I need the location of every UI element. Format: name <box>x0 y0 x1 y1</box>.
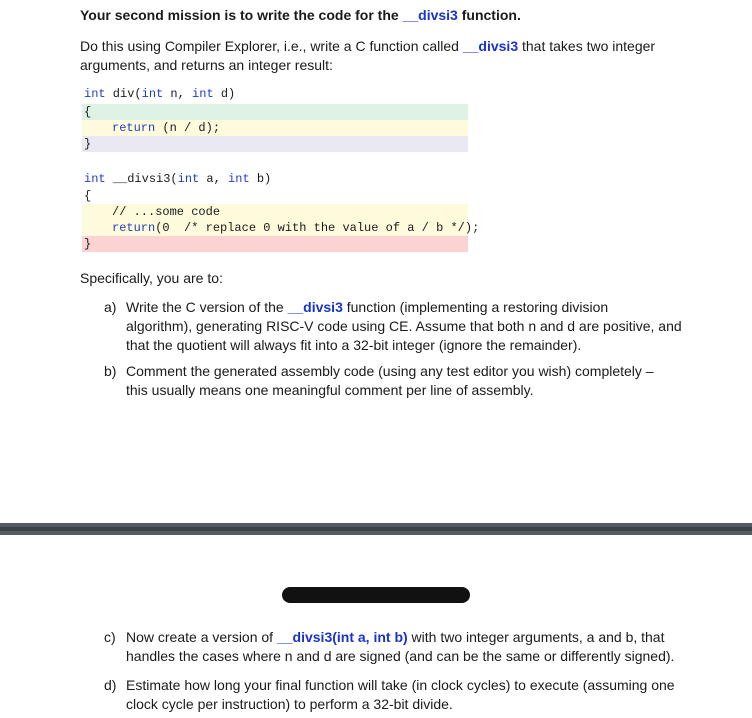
code-text: a, <box>199 172 229 186</box>
item-text: function (implementing a restoring division <box>342 299 609 315</box>
intro-line-1 <box>80 37 655 56</box>
code-text: (n / d); <box>155 121 221 135</box>
code-band-green <box>82 104 468 120</box>
list-item-label: a) <box>104 299 117 315</box>
code2-signature <box>84 171 271 187</box>
code2-comment: // ...some code <box>112 205 221 219</box>
list-item-line: Comment the generated assembly code (using any test editor you wish) completely – <box>126 363 654 379</box>
code1-open-brace: { <box>84 105 92 119</box>
list-item-label: c) <box>104 629 116 645</box>
list-item-line <box>126 298 686 317</box>
intro-text: Do this using Compiler Explorer, i.e., write a C function called <box>80 38 463 54</box>
heading-text: Your second mission is to write the code for the <box>80 7 403 23</box>
page-heading <box>80 6 521 25</box>
list-item-line: this usually means one meaningful comment per line of assembly. <box>126 382 534 398</box>
list-item-line: clock cycle per instruction) to perform a 32-bit divide. <box>126 696 453 712</box>
page-divider-line <box>0 527 752 531</box>
code-band-red <box>82 236 468 252</box>
specifically-heading: Specifically, you are to: <box>80 270 223 286</box>
code1-close-brace: } <box>84 137 92 151</box>
code1-signature <box>84 86 235 102</box>
code-band-lavender <box>82 136 468 152</box>
list-item-line: algorithm), generating RISC-V code using CE. Assume that both n and d are positive, and <box>126 318 682 334</box>
code2-close-brace: } <box>84 237 92 251</box>
heading-func-name: __divsi3 <box>402 7 458 23</box>
list-item-body <box>126 298 686 355</box>
code2-open-brace: { <box>84 189 92 203</box>
list-item-line <box>126 628 686 647</box>
item-text: Now create a version of <box>126 629 277 645</box>
list-item-line: handles the cases where n and d are signed (and can be the same or differently signed). <box>126 648 675 664</box>
list-item-body <box>126 362 686 400</box>
intro-line-2: arguments, and returns an integer result: <box>80 57 333 73</box>
code-text: __divsi3( <box>105 172 178 186</box>
item-func-name: __divsi3 <box>287 299 343 315</box>
code2-return <box>112 220 479 236</box>
code-text: div( <box>105 87 142 101</box>
heading-suffix: function. <box>457 7 521 23</box>
list-item-body <box>126 676 686 714</box>
code1-body <box>112 120 220 136</box>
list-item-body <box>126 628 686 666</box>
item-text: Write the C version of the <box>126 299 288 315</box>
list-item-label: b) <box>104 363 117 379</box>
item-func-name: __divsi3(int a, int b) <box>276 629 408 645</box>
redaction-bar <box>282 587 470 603</box>
list-item-line: Estimate how long your final function will take (in clock cycles) to execute (assuming one <box>126 677 675 693</box>
code-keyword: int <box>192 87 214 101</box>
list-item-label: d) <box>104 677 117 693</box>
code-text: b) <box>249 172 272 186</box>
list-item-line: that the quotient will always fit into a 32-bit integer (ignore the remainder). <box>126 337 582 353</box>
intro-func-name: __divsi3 <box>462 38 519 54</box>
intro-text-2: that takes two integer <box>518 38 656 54</box>
code-keyword: return <box>112 221 156 235</box>
code-text: (0 /* replace 0 with the value of a / b */); <box>155 221 480 235</box>
code-keyword: int <box>177 172 200 186</box>
code-keyword: return <box>112 121 156 135</box>
code-text: d) <box>213 87 236 101</box>
code-keyword: int <box>84 172 106 186</box>
item-text: with two integer arguments, a and b, that <box>407 629 665 645</box>
code-text: n, <box>163 87 193 101</box>
code-keyword: int <box>141 87 164 101</box>
code-keyword: int <box>84 87 106 101</box>
code-keyword: int <box>228 172 250 186</box>
